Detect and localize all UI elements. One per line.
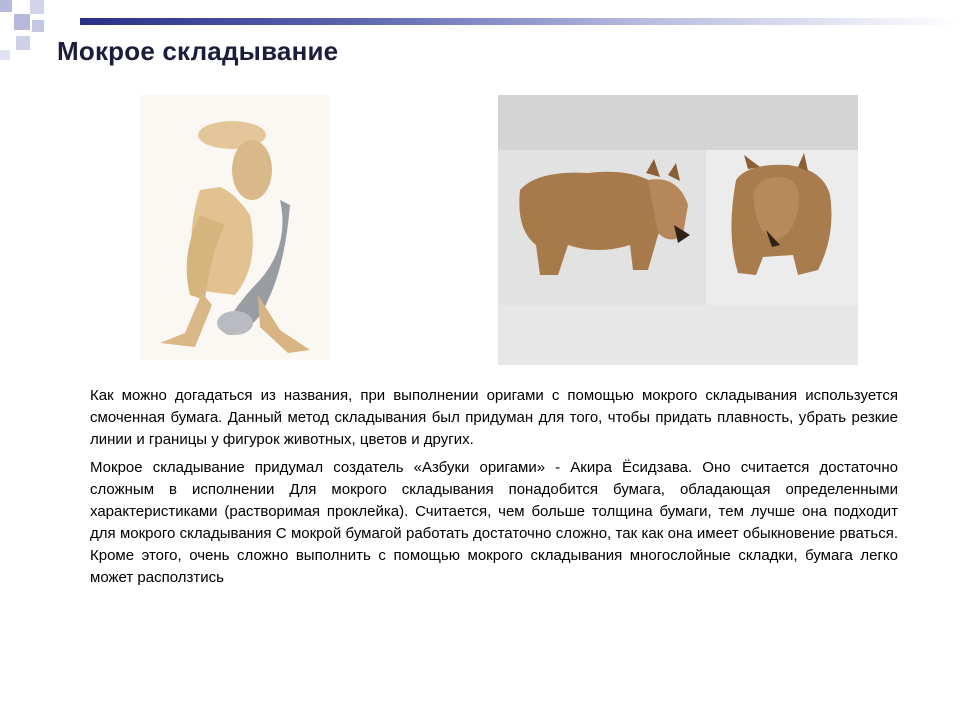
paragraph-1: Как можно догадаться из названия, при выполнении оригами с помощью мокрого складывания используется смоченная бумага. Данный метод складывания был придуман для того, чтобы придать плавность, убрать резкие линии и границы у фигурок животных, цветов и других. [90,387,898,448]
paragraph-2: Мокрое складывание придумал создатель «Азбуки оригами» - Акира Ёсидзава. Оно считается достаточно сложным в исполнении Для мокрого складывания понадобится бумага, обладающая определенными характеристиками (растворимая проклейка). Считается, чем больше толщина бумаги, тем лучше она подходит для мокрого складывания С мокрой бумагой работать достаточно сложно, так как она имеет обыкновение рваться. Кроме этого, очень сложно выполнить с помощью мокрого складывания многослойные складки, бумага легко может расползтись [90,459,898,586]
body-text [90,385,898,595]
title-accent-bar [80,18,960,25]
origami-saxophonist-image [140,95,330,360]
page-title: Мокрое складывание [57,36,339,66]
origami-bears-image [498,95,858,365]
